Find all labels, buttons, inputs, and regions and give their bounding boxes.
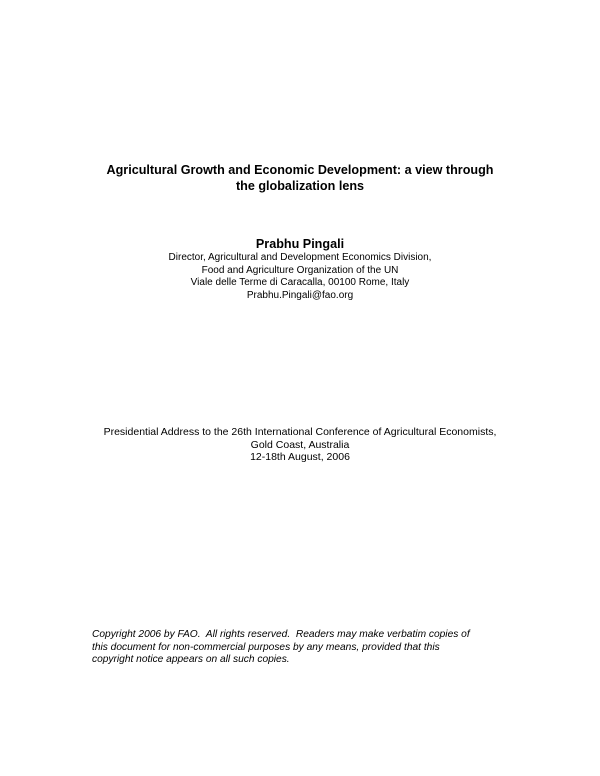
author-position: Director, Agricultural and Development Economics Division, <box>168 252 432 263</box>
copyright-line-3: copyright notice appears on all such copies. <box>92 654 290 666</box>
author-email: Prabhu.Pingali@fao.org <box>246 289 354 301</box>
author-block <box>60 236 540 302</box>
occasion-block <box>60 426 540 464</box>
paper-title-line-1: Agricultural Growth and Economic Development: a view through <box>106 163 494 177</box>
copyright-line-1: Copyright 2006 by FAO. All rights reserved. Readers may make verbatim copies of <box>92 629 470 640</box>
occasion-line-3: 12-18th August, 2006 <box>250 451 350 463</box>
author-address: Viale delle Terme di Caracalla, 00100 Rome, Italy <box>190 277 410 288</box>
paper-title-line-2: the globalization lens <box>235 179 365 193</box>
occasion-line-2: Gold Coast, Australia <box>250 438 350 451</box>
author-name: Prabhu Pingali <box>255 237 345 251</box>
author-organization: Food and Agriculture Organization of the UN <box>201 264 399 276</box>
copyright-line-2: this document for non-commercial purposes by any means, provided that this <box>92 641 440 653</box>
copyright-notice <box>92 629 522 667</box>
paper-title <box>60 162 540 194</box>
occasion-line-1: Presidential Address to the 26th International Conference of Agricultural Economists, <box>103 426 497 438</box>
